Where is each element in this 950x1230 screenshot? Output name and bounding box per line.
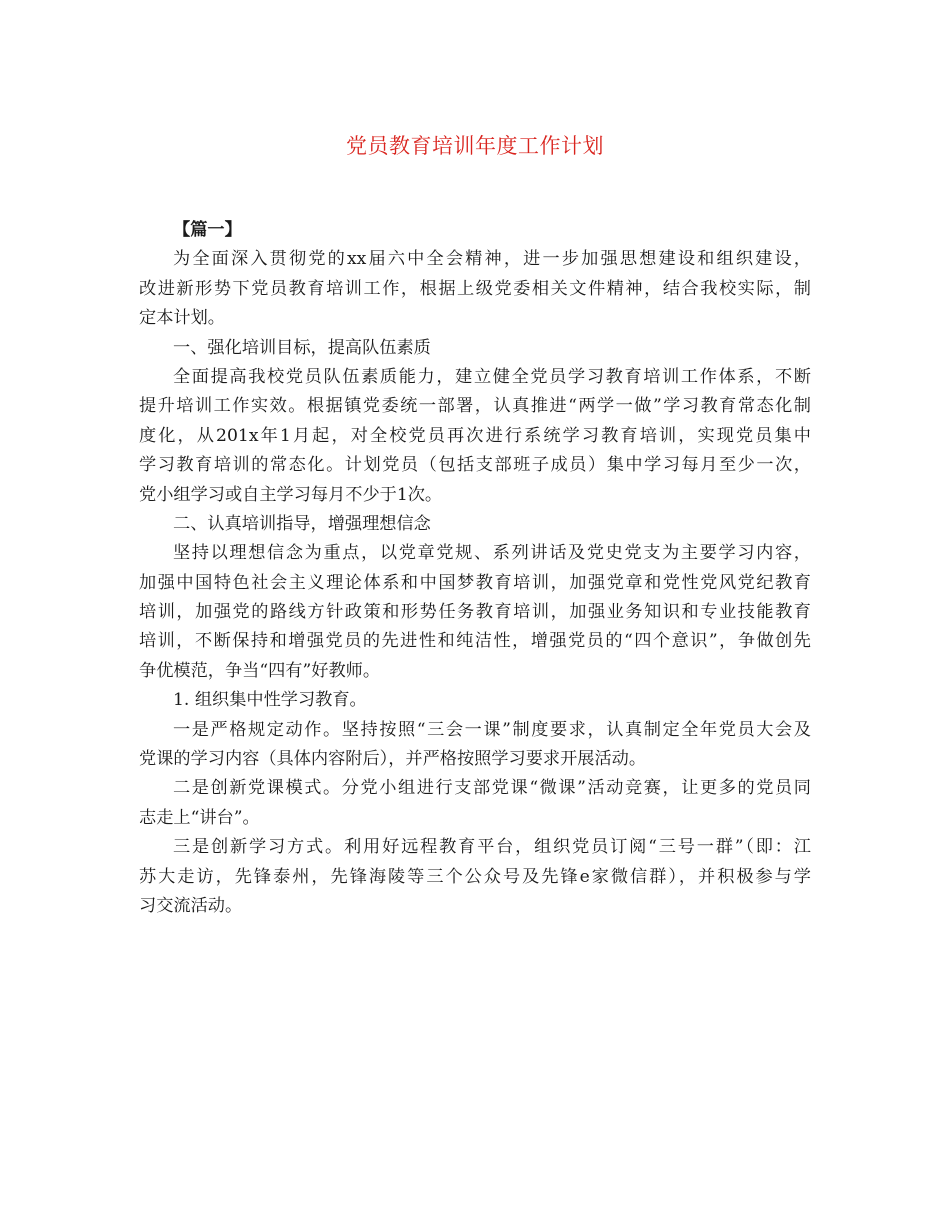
text-line: 为全面深入贯彻党的xx届六中全会精神，进一步加强思想建设和组织建设， xyxy=(173,249,811,270)
text-line: 定本计划。 xyxy=(139,308,225,329)
document-body xyxy=(139,216,811,921)
text-line: 争优模范，争当“四有”好教师。 xyxy=(139,660,381,681)
text-line: 1. 组织集中性学习教育。 xyxy=(173,690,367,711)
text-line: 三是创新学习方式。利用好远程教育平台，组织党员订阅“三号一群”（即：江 xyxy=(173,837,811,858)
text-line: 习交流活动。 xyxy=(139,895,243,916)
text-line: 志走上“讲台”。 xyxy=(139,807,260,828)
text-line: 培训，不断保持和增强党员的先进性和纯洁性，增强党员的“四个意识”，争做创先 xyxy=(139,631,811,652)
text-line: 提升培训工作实效。根据镇党委统一部署，认真推进“两学一做”学习教育常态化制 xyxy=(139,396,811,417)
text-line: 党课的学习内容（具体内容附后），并严格按照学习要求开展活动。 xyxy=(139,749,647,770)
text-line: 度化，从201x年1月起，对全校党员再次进行系统学习教育培训，实现党员集中 xyxy=(139,425,811,446)
paragraph-lines xyxy=(139,245,811,921)
text-line: 培训，加强党的路线方针政策和形势任务教育培训，加强业务知识和专业技能教育 xyxy=(139,602,811,623)
text-line: 党小组学习或自主学习每月不少于1次。 xyxy=(139,484,443,505)
text-line: 加强中国特色社会主义理论体系和中国梦教育培训，加强党章和党性党风党纪教育 xyxy=(139,572,811,593)
text-line: 二是创新党课模式。分党小组进行支部党课“微课”活动竞赛，让更多的党员同 xyxy=(173,778,811,799)
text-line: 苏大走访，先锋泰州，先锋海陵等三个公众号及先锋e家微信群），并积极参与学 xyxy=(139,866,811,887)
section-label: 【篇一】 xyxy=(173,220,242,240)
text-line: 坚持以理想信念为重点，以党章党规、系列讲话及党史党支为主要学习内容， xyxy=(173,543,811,564)
text-line: 一是严格规定动作。坚持按照“三会一课”制度要求，认真制定全年党员大会及 xyxy=(173,719,811,740)
text-line: 一、强化培训目标，提高队伍素质 xyxy=(173,337,431,358)
text-line: 学习教育培训的常态化。计划党员（包括支部班子成员）集中学习每月至少一次， xyxy=(139,455,811,476)
document-title: 党员教育培训年度工作计划 xyxy=(346,134,604,158)
text-line: 全面提高我校党员队伍素质能力，建立健全党员学习教育培训工作体系，不断 xyxy=(173,366,811,387)
text-line: 二、认真培训指导，增强理想信念 xyxy=(173,513,431,534)
text-line: 改进新形势下党员教育培训工作，根据上级党委相关文件精神，结合我校实际，制 xyxy=(139,278,811,299)
